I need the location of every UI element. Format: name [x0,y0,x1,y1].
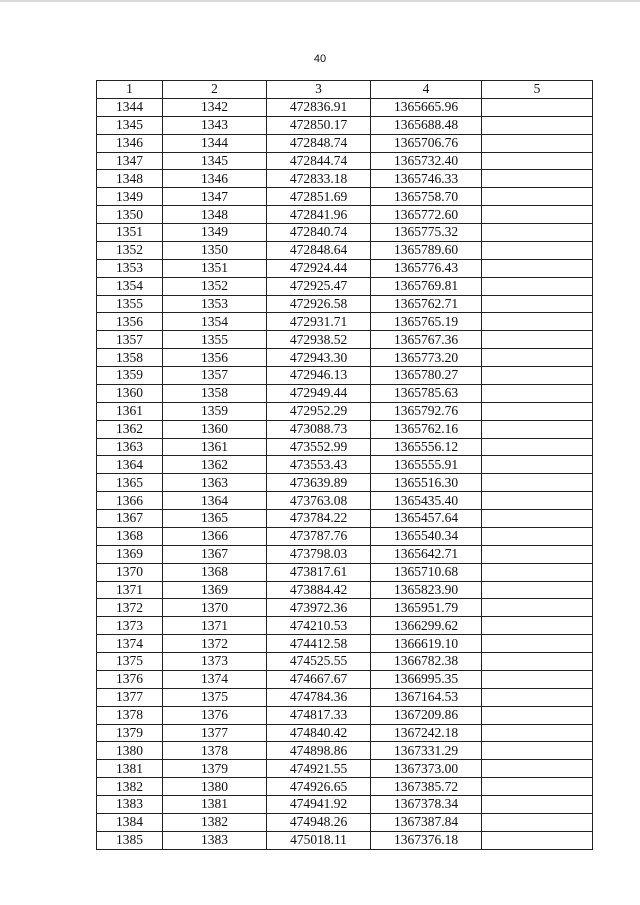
table-cell-col-4: 1367164.53 [371,688,482,706]
table-cell-col-5 [482,277,593,295]
table-cell-col-1: 1357 [97,331,163,349]
table-cell-col-1: 1375 [97,653,163,671]
table-cell-col-2: 1349 [163,224,267,242]
table-header [97,81,593,99]
table-cell-col-1: 1353 [97,259,163,277]
table-cell-col-5 [482,831,593,849]
table-cell-col-1: 1376 [97,670,163,688]
table-cell-col-4: 1365765.19 [371,313,482,331]
table-cell-col-4: 1367376.18 [371,831,482,849]
table-row [97,492,593,510]
table-cell-col-3: 472952.29 [267,402,371,420]
table-cell-col-4: 1365457.64 [371,510,482,528]
table-cell-col-3: 474921.55 [267,760,371,778]
table-cell-col-2: 1379 [163,760,267,778]
table-row [97,98,593,116]
table-cell-col-5 [482,224,593,242]
table-row [97,384,593,402]
table-cell-col-2: 1343 [163,116,267,134]
table-row [97,778,593,796]
table-cell-col-3: 474667.67 [267,670,371,688]
table-cell-col-5 [482,599,593,617]
table-cell-col-5 [482,295,593,313]
table-cell-col-5 [482,653,593,671]
table-cell-col-4: 1365688.48 [371,116,482,134]
table-cell-col-3: 475018.11 [267,831,371,849]
table-cell-col-4: 1366619.10 [371,635,482,653]
table-row [97,563,593,581]
table-cell-col-5 [482,724,593,742]
table-cell-col-2: 1368 [163,563,267,581]
table-cell-col-5 [482,331,593,349]
table-cell-col-2: 1381 [163,796,267,814]
table-cell-col-2: 1377 [163,724,267,742]
table-row [97,402,593,420]
table-cell-col-5 [482,402,593,420]
table-cell-col-1: 1365 [97,474,163,492]
table-row [97,367,593,385]
table-cell-col-2: 1351 [163,259,267,277]
table-row [97,241,593,259]
table-cell-col-2: 1375 [163,688,267,706]
table-cell-col-1: 1377 [97,688,163,706]
table-cell-col-1: 1361 [97,402,163,420]
table-cell-col-3: 474898.86 [267,742,371,760]
table-cell-col-3: 473787.76 [267,527,371,545]
table-row [97,474,593,492]
table-row [97,277,593,295]
table-cell-col-2: 1359 [163,402,267,420]
table-cell-col-3: 472836.91 [267,98,371,116]
table-cell-col-2: 1363 [163,474,267,492]
table-cell-col-1: 1372 [97,599,163,617]
table-cell-col-4: 1365772.60 [371,206,482,224]
table-cell-col-4: 1367387.84 [371,813,482,831]
table-cell-col-5 [482,116,593,134]
table-cell-col-4: 1367209.86 [371,706,482,724]
table-cell-col-2: 1383 [163,831,267,849]
table-row [97,152,593,170]
table-cell-col-4: 1365767.36 [371,331,482,349]
table-cell-col-5 [482,349,593,367]
table-cell-col-5 [482,778,593,796]
table-cell-col-1: 1350 [97,206,163,224]
table-cell-col-3: 474784.36 [267,688,371,706]
table-cell-col-3: 472924.44 [267,259,371,277]
table-cell-col-1: 1368 [97,527,163,545]
table-cell-col-1: 1370 [97,563,163,581]
table-cell-col-3: 473798.03 [267,545,371,563]
table-cell-col-1: 1347 [97,152,163,170]
table-cell-col-5 [482,456,593,474]
table-cell-col-1: 1362 [97,420,163,438]
table-cell-col-3: 474210.53 [267,617,371,635]
table-cell-col-5 [482,152,593,170]
table-cell-col-2: 1376 [163,706,267,724]
table-cell-col-4: 1365775.32 [371,224,482,242]
table-cell-col-1: 1385 [97,831,163,849]
table-cell-col-5 [482,796,593,814]
table-row [97,635,593,653]
table-cell-col-3: 474412.58 [267,635,371,653]
table-cell-col-5 [482,813,593,831]
table-cell-col-5 [482,313,593,331]
table-row [97,599,593,617]
table-cell-col-1: 1374 [97,635,163,653]
table-cell-col-2: 1357 [163,367,267,385]
coordinates-table [96,80,593,850]
table-cell-col-4: 1365780.27 [371,367,482,385]
table-cell-col-3: 472938.52 [267,331,371,349]
table-row [97,527,593,545]
table-row [97,331,593,349]
table-row [97,581,593,599]
table-cell-col-2: 1345 [163,152,267,170]
table-cell-col-4: 1366299.62 [371,617,482,635]
table-cell-col-1: 1354 [97,277,163,295]
table-row [97,760,593,778]
table-cell-col-2: 1354 [163,313,267,331]
table-cell-col-1: 1355 [97,295,163,313]
table-row [97,295,593,313]
table-cell-col-1: 1367 [97,510,163,528]
table-cell-col-4: 1365665.96 [371,98,482,116]
table-cell-col-2: 1360 [163,420,267,438]
table-row [97,670,593,688]
table-cell-col-4: 1367242.18 [371,724,482,742]
table-cell-col-2: 1367 [163,545,267,563]
table-cell-col-3: 474525.55 [267,653,371,671]
table-cell-col-5 [482,492,593,510]
table-cell-col-1: 1369 [97,545,163,563]
table-cell-col-3: 473552.99 [267,438,371,456]
table-cell-col-3: 473763.08 [267,492,371,510]
table-cell-col-4: 1367331.29 [371,742,482,760]
table-cell-col-3: 472840.74 [267,224,371,242]
table-cell-col-4: 1365556.12 [371,438,482,456]
table-cell-col-1: 1364 [97,456,163,474]
table-cell-col-1: 1382 [97,778,163,796]
table-cell-col-3: 472943.30 [267,349,371,367]
table-cell-col-2: 1352 [163,277,267,295]
table-cell-col-5 [482,188,593,206]
table-row [97,134,593,152]
table-cell-col-4: 1365555.91 [371,456,482,474]
table-cell-col-3: 472931.71 [267,313,371,331]
table-cell-col-4: 1366782.38 [371,653,482,671]
table-cell-col-2: 1361 [163,438,267,456]
column-header-5: 5 [482,81,593,99]
table-row [97,724,593,742]
table-cell-col-5 [482,384,593,402]
table-row [97,420,593,438]
table-cell-col-5 [482,474,593,492]
table-cell-col-5 [482,438,593,456]
table-cell-col-2: 1382 [163,813,267,831]
table-cell-col-1: 1358 [97,349,163,367]
table-cell-col-5 [482,670,593,688]
table-cell-col-2: 1372 [163,635,267,653]
table-cell-col-5 [482,134,593,152]
table-row [97,510,593,528]
table-row [97,188,593,206]
table-cell-col-3: 472848.74 [267,134,371,152]
table-cell-col-3: 473088.73 [267,420,371,438]
table-cell-col-3: 473553.43 [267,456,371,474]
table-cell-col-4: 1365435.40 [371,492,482,510]
table-cell-col-3: 472850.17 [267,116,371,134]
table-cell-col-4: 1365792.76 [371,402,482,420]
table-cell-col-3: 472949.44 [267,384,371,402]
column-header-3: 3 [267,81,371,99]
table-row [97,438,593,456]
table-row [97,796,593,814]
table-cell-col-2: 1380 [163,778,267,796]
table-cell-col-3: 473884.42 [267,581,371,599]
table-cell-col-1: 1371 [97,581,163,599]
table-cell-col-3: 472841.96 [267,206,371,224]
table-cell-col-2: 1370 [163,599,267,617]
table-cell-col-4: 1365762.71 [371,295,482,313]
table-cell-col-5 [482,241,593,259]
table-cell-col-2: 1378 [163,742,267,760]
table-cell-col-2: 1350 [163,241,267,259]
table-cell-col-5 [482,563,593,581]
table-cell-col-1: 1380 [97,742,163,760]
table-cell-col-1: 1373 [97,617,163,635]
table-cell-col-2: 1366 [163,527,267,545]
table-cell-col-4: 1365951.79 [371,599,482,617]
table-cell-col-1: 1345 [97,116,163,134]
table-cell-col-4: 1365642.71 [371,545,482,563]
table-row [97,206,593,224]
table-row [97,259,593,277]
column-header-1: 1 [97,81,163,99]
table-cell-col-1: 1351 [97,224,163,242]
table-cell-col-3: 474948.26 [267,813,371,831]
table-cell-col-1: 1366 [97,492,163,510]
table-cell-col-3: 474817.33 [267,706,371,724]
table-row [97,456,593,474]
table-cell-col-3: 472925.47 [267,277,371,295]
table-cell-col-4: 1367378.34 [371,796,482,814]
table-cell-col-1: 1381 [97,760,163,778]
table-cell-col-3: 472946.13 [267,367,371,385]
page-number: 40 [313,53,327,65]
table-cell-col-4: 1365762.16 [371,420,482,438]
table-cell-col-5 [482,581,593,599]
table-cell-col-3: 473972.36 [267,599,371,617]
table-cell-col-4: 1367385.72 [371,778,482,796]
table-cell-col-5 [482,259,593,277]
table-cell-col-2: 1347 [163,188,267,206]
table-cell-col-3: 473784.22 [267,510,371,528]
table-row [97,349,593,367]
table-cell-col-1: 1356 [97,313,163,331]
table-cell-col-4: 1365823.90 [371,581,482,599]
table-cell-col-3: 472844.74 [267,152,371,170]
table-cell-col-2: 1344 [163,134,267,152]
header-row [97,81,593,99]
table-cell-col-1: 1352 [97,241,163,259]
table-cell-col-2: 1362 [163,456,267,474]
top-border-line [0,0,640,2]
table-row [97,170,593,188]
table-cell-col-1: 1363 [97,438,163,456]
table-row [97,742,593,760]
table-cell-col-2: 1348 [163,206,267,224]
table-cell-col-2: 1346 [163,170,267,188]
table-cell-col-2: 1365 [163,510,267,528]
table-cell-col-3: 473817.61 [267,563,371,581]
table-cell-col-2: 1342 [163,98,267,116]
table-cell-col-1: 1348 [97,170,163,188]
table-cell-col-4: 1365516.30 [371,474,482,492]
table-cell-col-5 [482,742,593,760]
table-cell-col-5 [482,760,593,778]
table-cell-col-5 [482,527,593,545]
table-cell-col-4: 1365746.33 [371,170,482,188]
table-row [97,706,593,724]
table-cell-col-1: 1359 [97,367,163,385]
table-cell-col-4: 1366995.35 [371,670,482,688]
table-cell-col-5 [482,545,593,563]
table-cell-col-2: 1355 [163,331,267,349]
table-cell-col-5 [482,206,593,224]
table-cell-col-4: 1365769.81 [371,277,482,295]
table-cell-col-1: 1378 [97,706,163,724]
column-header-2: 2 [163,81,267,99]
table-row [97,617,593,635]
table-cell-col-2: 1353 [163,295,267,313]
table-row [97,813,593,831]
table-cell-col-5 [482,635,593,653]
table-cell-col-4: 1365776.43 [371,259,482,277]
table-cell-col-4: 1367373.00 [371,760,482,778]
table-cell-col-3: 473639.89 [267,474,371,492]
table-cell-col-5 [482,510,593,528]
table-row [97,688,593,706]
table-body [97,98,593,849]
table-cell-col-2: 1369 [163,581,267,599]
table-cell-col-1: 1344 [97,98,163,116]
table-cell-col-2: 1373 [163,653,267,671]
table-cell-col-5 [482,98,593,116]
table-row [97,313,593,331]
table-row [97,224,593,242]
column-header-4: 4 [371,81,482,99]
table-cell-col-3: 474941.92 [267,796,371,814]
table-cell-col-3: 472833.18 [267,170,371,188]
table-cell-col-3: 472926.58 [267,295,371,313]
table-row [97,831,593,849]
table-cell-col-2: 1374 [163,670,267,688]
table-cell-col-2: 1358 [163,384,267,402]
table-cell-col-5 [482,367,593,385]
table-cell-col-2: 1371 [163,617,267,635]
table-cell-col-4: 1365758.70 [371,188,482,206]
table-cell-col-4: 1365785.63 [371,384,482,402]
table-cell-col-3: 472851.69 [267,188,371,206]
table-cell-col-5 [482,617,593,635]
table-cell-col-2: 1356 [163,349,267,367]
table-cell-col-1: 1384 [97,813,163,831]
table-cell-col-4: 1365732.40 [371,152,482,170]
table-row [97,116,593,134]
table-cell-col-5 [482,420,593,438]
table-cell-col-2: 1364 [163,492,267,510]
table-cell-col-1: 1346 [97,134,163,152]
table-cell-col-5 [482,706,593,724]
table-cell-col-4: 1365540.34 [371,527,482,545]
table-cell-col-3: 474840.42 [267,724,371,742]
table-cell-col-5 [482,170,593,188]
table-row [97,653,593,671]
table-cell-col-5 [482,688,593,706]
table-cell-col-1: 1360 [97,384,163,402]
table-row [97,545,593,563]
table-cell-col-1: 1383 [97,796,163,814]
table-cell-col-4: 1365710.68 [371,563,482,581]
table-cell-col-4: 1365773.20 [371,349,482,367]
table-cell-col-4: 1365789.60 [371,241,482,259]
table-cell-col-1: 1349 [97,188,163,206]
table-cell-col-1: 1379 [97,724,163,742]
table-cell-col-4: 1365706.76 [371,134,482,152]
table-cell-col-3: 472848.64 [267,241,371,259]
table-cell-col-3: 474926.65 [267,778,371,796]
